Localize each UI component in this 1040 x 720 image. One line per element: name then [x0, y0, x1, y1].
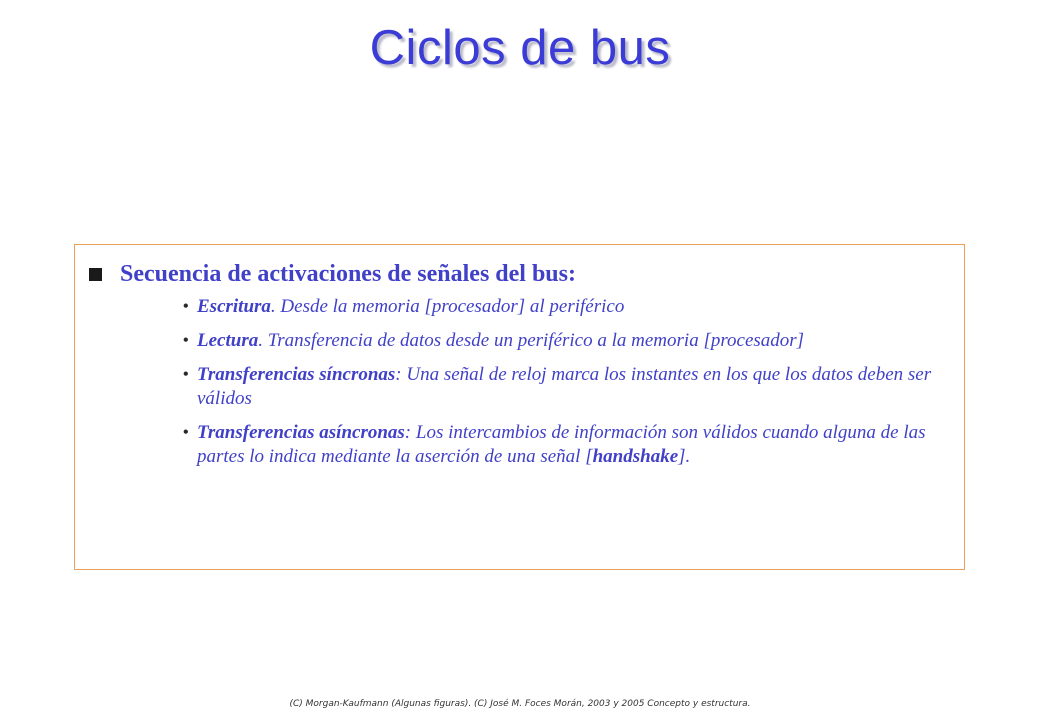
term-handshake: handshake: [592, 446, 679, 467]
list-item: [183, 295, 953, 319]
list-item: [183, 421, 953, 469]
description-lectura: . Transferencia de datos desde un periférico a la memoria [procesador]: [258, 330, 805, 351]
description-asincronas-end: ].: [678, 446, 691, 467]
square-bullet-icon: [89, 268, 102, 281]
sub-bullet-list: [183, 295, 953, 479]
description-sincronas: : Una señal de reloj marca los instantes en los que los datos deben ser válidos: [197, 364, 932, 409]
list-item-text: [197, 421, 953, 469]
slide-title: Ciclos de bus: [369, 21, 671, 75]
slide-footer: (C) Morgan-Kaufmann (Algunas figuras). (C) José M. Foces Morán, 2003 y 2005 Concepto y estructura.: [289, 699, 751, 709]
dot-bullet-icon: •: [183, 298, 189, 315]
content-box: [74, 244, 965, 570]
description-escritura: . Desde la memoria [procesador] al periférico: [270, 296, 625, 317]
dot-bullet-icon: •: [183, 424, 189, 441]
description-asincronas: : Los intercambios de información son válidos cuando alguna de las partes lo indica mediante la aserción de una señal [: [197, 422, 926, 467]
dot-bullet-icon: •: [183, 332, 189, 349]
term-lectura: Lectura: [197, 330, 259, 351]
term-sincronas: Transferencias síncronas: [197, 364, 396, 385]
list-item: [183, 363, 953, 411]
main-bullet-row: [89, 259, 576, 289]
list-item-text: [197, 363, 953, 411]
term-asincronas: Transferencias asíncronas: [197, 422, 405, 443]
list-item-text: [197, 295, 953, 319]
main-heading: Secuencia de activaciones de señales del bus:: [120, 261, 576, 287]
list-item: [183, 329, 953, 353]
list-item-text: [197, 329, 953, 353]
term-escritura: Escritura: [197, 296, 271, 317]
dot-bullet-icon: •: [183, 366, 189, 383]
